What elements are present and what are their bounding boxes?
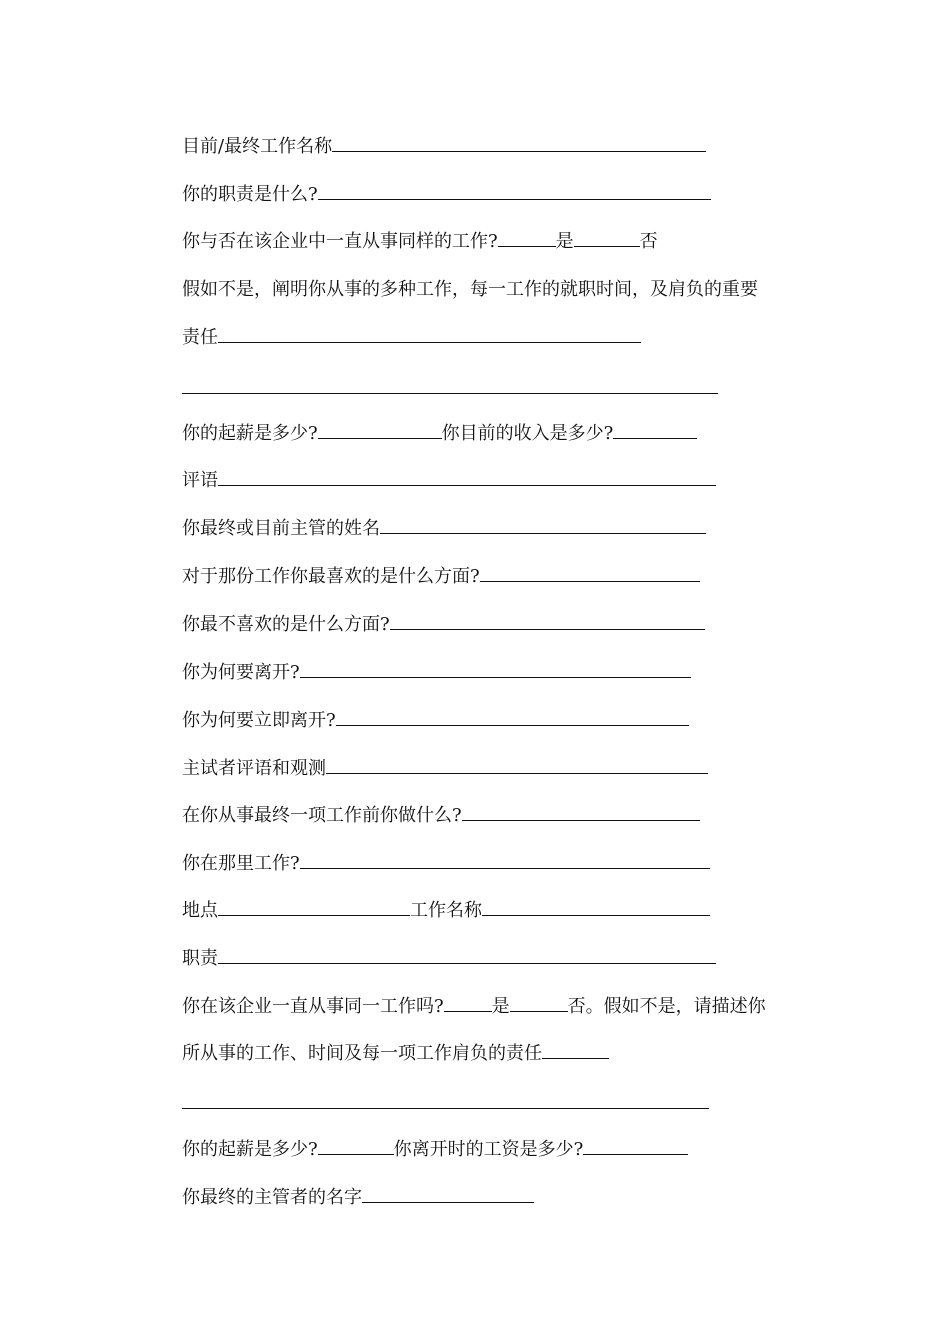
blank-same-work-yes[interactable] xyxy=(444,994,492,1012)
blank-same-work-no[interactable] xyxy=(510,994,568,1012)
blank-describe-extra[interactable] xyxy=(182,1108,709,1109)
blank-previous-job[interactable] xyxy=(462,803,700,821)
blank-liked[interactable] xyxy=(480,564,700,582)
blank-comment[interactable] xyxy=(218,468,716,486)
line-same-job xyxy=(182,229,658,255)
label-current-income: 你目前的收入是多少? xyxy=(441,423,614,444)
line-job-title xyxy=(182,134,706,160)
label-comment: 评语 xyxy=(182,470,218,491)
blank-same-job-no[interactable] xyxy=(574,229,640,247)
label-why-leave-now: 你为何要立即离开? xyxy=(182,710,336,731)
label-supervisor: 你最终或目前主管的姓名 xyxy=(182,518,380,539)
line-duty xyxy=(182,946,716,972)
label-describe: 所从事的工作、时间及每一项工作肩负的责任 xyxy=(182,1043,542,1064)
label-same-work-yes: 是 xyxy=(491,996,510,1017)
label-liked: 对于那份工作你最喜欢的是什么方面? xyxy=(182,566,480,587)
blank-why-leave[interactable] xyxy=(300,660,691,678)
line-comment xyxy=(182,468,716,494)
label-interviewer: 主试者评语和观测 xyxy=(182,758,326,779)
line-last-supervisor xyxy=(182,1185,534,1211)
blank-last-supervisor[interactable] xyxy=(362,1185,534,1203)
blank-start-salary[interactable] xyxy=(318,421,442,439)
blank-responsibility[interactable] xyxy=(218,325,641,343)
label-job-name: 工作名称 xyxy=(410,900,482,921)
blank-interviewer[interactable] xyxy=(326,756,708,774)
label-leaving-salary: 你离开时的工资是多少? xyxy=(393,1139,584,1160)
blank-responsibility-extra[interactable] xyxy=(182,393,718,394)
line-same-work xyxy=(182,994,766,1020)
blank-disliked[interactable] xyxy=(390,612,705,630)
label-responsibility: 责任 xyxy=(182,327,218,348)
label-location: 地点 xyxy=(182,900,218,921)
label-job-title: 目前/最终工作名称 xyxy=(182,136,333,157)
blank-location[interactable] xyxy=(218,898,410,916)
label-if-not: 假如不是，阐明你从事的多种工作，每一工作的就职时间，及肩负的重要 xyxy=(182,279,758,300)
blank-why-leave-now[interactable] xyxy=(336,708,689,726)
label-last-supervisor: 你最终的主管者的名字 xyxy=(182,1187,362,1208)
label-same-work: 你在该企业一直从事同一工作吗? xyxy=(182,996,444,1017)
blank-job-title[interactable] xyxy=(332,134,706,152)
line-location xyxy=(182,898,710,924)
label-same-job: 你与否在该企业中一直从事同样的工作? xyxy=(182,231,498,252)
blank-same-job-yes[interactable] xyxy=(498,229,556,247)
label-no: 否 xyxy=(639,231,658,252)
label-start-salary-2: 你的起薪是多少? xyxy=(182,1139,318,1160)
label-previous-job: 在你从事最终一项工作前你做什么? xyxy=(182,805,462,826)
blank-where-worked[interactable] xyxy=(300,851,710,869)
line-describe xyxy=(182,1041,609,1067)
blank-leaving-salary[interactable] xyxy=(583,1137,688,1155)
line-why-leave-now xyxy=(182,708,689,734)
label-same-work-no: 否。假如不是，请描述你 xyxy=(567,996,766,1017)
line-salary-2 xyxy=(182,1137,688,1163)
label-disliked: 你最不喜欢的是什么方面? xyxy=(182,614,390,635)
line-interviewer xyxy=(182,756,708,782)
line-if-not xyxy=(182,277,758,303)
label-why-leave: 你为何要离开? xyxy=(182,662,300,683)
label-duty: 职责 xyxy=(182,948,218,969)
label-duties: 你的职责是什么? xyxy=(182,184,318,205)
blank-start-salary-2[interactable] xyxy=(318,1137,394,1155)
line-previous-job xyxy=(182,803,700,829)
blank-duties[interactable] xyxy=(318,182,711,200)
line-supervisor xyxy=(182,516,706,542)
blank-duty[interactable] xyxy=(218,946,716,964)
blank-describe[interactable] xyxy=(542,1041,609,1059)
blank-current-income[interactable] xyxy=(613,421,697,439)
line-responsibility xyxy=(182,325,641,351)
line-duties xyxy=(182,182,711,208)
label-yes: 是 xyxy=(555,231,574,252)
blank-supervisor[interactable] xyxy=(380,516,706,534)
label-where-worked: 你在那里工作? xyxy=(182,853,300,874)
line-salary xyxy=(182,421,697,447)
line-liked xyxy=(182,564,700,590)
blank-job-name[interactable] xyxy=(482,898,710,916)
line-where-worked xyxy=(182,851,710,877)
label-start-salary: 你的起薪是多少? xyxy=(182,423,318,444)
line-why-leave xyxy=(182,660,691,686)
line-disliked xyxy=(182,612,705,638)
